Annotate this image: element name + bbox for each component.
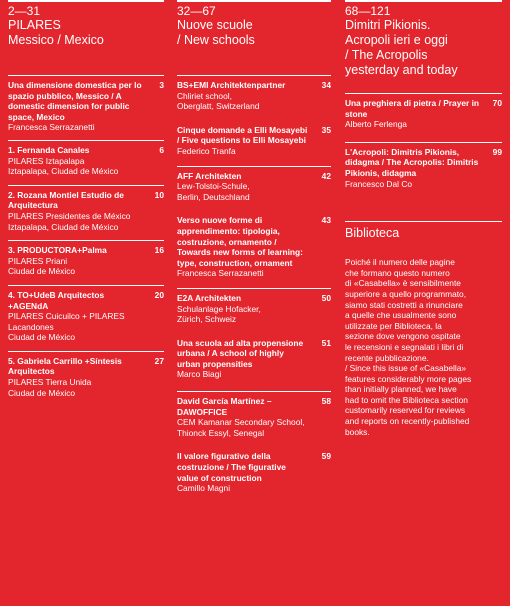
- biblioteca-text-line: books.: [345, 426, 370, 437]
- entry-detail: Lew-Tolstoi-Schule,: [177, 181, 250, 192]
- entry-title: David García Martínez – DAWOFFICE: [177, 396, 272, 417]
- entry-detail: Schulanlage Hofacker,: [177, 303, 261, 314]
- page-range: 2—31: [8, 4, 41, 18]
- toc-entry[interactable]: [177, 288, 331, 325]
- entry-author: Francesca Serrazanetti: [8, 122, 95, 133]
- toc-entry[interactable]: [177, 391, 331, 438]
- toc-entry[interactable]: [8, 240, 164, 277]
- section-pilares: [8, 0, 164, 398]
- biblioteca-text-line: had to omit the Biblioteca section: [345, 394, 468, 405]
- entry-page-number: 59: [321, 451, 331, 462]
- entry-detail: PILARES Presidentes de México: [8, 210, 131, 221]
- entry-title: Una dimensione domestica per lo spazio pubblico, Messico / A domestic dimension for public space, Mexico: [8, 80, 142, 122]
- section-pikionis: [345, 0, 502, 437]
- biblioteca-note: [345, 257, 502, 437]
- entry-page-number: 99: [492, 146, 502, 157]
- toc-entry[interactable]: [177, 447, 331, 493]
- biblioteca-text-line: customarily reserved for reviews: [345, 405, 466, 416]
- section-header: [345, 0, 502, 78]
- entry-detail: PILARES Cuicuilco + PILARES Lacandones: [8, 311, 125, 332]
- entry-author: Francesco Dal Co: [345, 178, 413, 189]
- section-title-line: / The Acropolis: [345, 48, 428, 62]
- entry-page-number: 51: [321, 337, 331, 348]
- biblioteca-text-line: siamo stati costretti a rinunciare: [345, 299, 463, 310]
- entry-page-number: 35: [321, 124, 331, 135]
- entry-author: Alberto Ferlenga: [345, 119, 407, 130]
- entry-page-number: 43: [321, 215, 331, 226]
- entry-title: Una preghiera di pietra / Prayer in stone: [345, 98, 480, 119]
- entry-detail: Zürich, Schweiz: [177, 314, 237, 325]
- entry-page-number: 20: [154, 289, 164, 300]
- toc-entry[interactable]: [177, 166, 331, 203]
- toc-entry[interactable]: [8, 75, 164, 133]
- entry-page-number: 70: [492, 98, 502, 108]
- biblioteca-text-line: superiore a quello programmato,: [345, 288, 467, 299]
- biblioteca-text-line: a quelle che usualmente sono: [345, 310, 457, 321]
- toc-entry[interactable]: [177, 334, 331, 380]
- toc-entry[interactable]: [177, 121, 331, 157]
- section-title-line: Nuove scuole: [177, 18, 253, 32]
- entry-author: Federico Tranfa: [177, 145, 236, 156]
- entry-page-number: 42: [321, 170, 331, 181]
- section-title-line: / New schools: [177, 33, 255, 47]
- entry-author: Francesca Serrazanetti: [177, 268, 264, 279]
- entry-detail: Berlin, Deutschland: [177, 191, 250, 202]
- section-new-schools: [177, 0, 331, 494]
- toc-entry[interactable]: [8, 351, 164, 398]
- entry-page-number: 10: [154, 189, 164, 200]
- biblioteca-text-line: le recensioni e segnalati i libri di: [345, 341, 464, 352]
- entry-page-number: 27: [154, 355, 164, 366]
- biblioteca-text-line: utilizzate per Biblioteca, la: [345, 320, 442, 331]
- entry-detail: Ciudad de México: [8, 332, 76, 343]
- section-header: [8, 0, 164, 48]
- page-range: 68—121: [345, 4, 391, 18]
- entry-title: 5. Gabriela Carrillo +Síntesis Arquitectos: [8, 355, 122, 377]
- entry-page-number: 34: [321, 80, 331, 90]
- entry-detail: CEM Kamanar Secondary School,: [177, 417, 305, 428]
- entry-title: L'Acropoli: Dimitris Pikionis, didagma / The Acropolis: Dimitris Pikionis, didagma: [345, 146, 479, 178]
- entry-title: 1. Fernanda Canales: [8, 144, 90, 155]
- biblioteca-text-line: di «Casabella» è sensibilmente: [345, 278, 461, 289]
- section-title-line: PILARES: [8, 18, 61, 32]
- biblioteca-text-line: che formano questo numero: [345, 267, 450, 278]
- entry-title: Una scuola ad alta propensione urbana / A school of highly urban propensities: [177, 337, 304, 369]
- section-title-line: Messico / Mexico: [8, 33, 104, 47]
- toc-entry[interactable]: [8, 285, 164, 343]
- toc-entry[interactable]: [8, 140, 164, 177]
- biblioteca-text-line: features considerably more pages: [345, 373, 472, 384]
- entry-detail: PILARES Priani: [8, 255, 68, 266]
- entry-detail: Thionck Essyl, Senegal: [177, 427, 265, 438]
- biblioteca-text-line: Poiché il numero delle pagine: [345, 257, 455, 268]
- section-title-line: Acropoli ieri e oggi: [345, 33, 448, 47]
- entry-title: Verso nuove forme di apprendimento: tipologia, costruzione, ornamento / Towards new forms of learning: type, construction, ornament: [177, 215, 303, 268]
- entry-page-number: 16: [154, 245, 164, 256]
- entry-title: Il valore figurativo della costruzione / The figurative value of construction: [177, 451, 286, 483]
- entry-title: 4. TO+UdeB Arquitectos +AGENdA: [8, 289, 105, 311]
- entry-title: E2A Architekten: [177, 292, 242, 303]
- entry-detail: Chliriet school,: [177, 90, 232, 101]
- biblioteca-section: [345, 221, 502, 437]
- entry-title: Cinque domande a Elli Mosayebi / Five questions to Elli Mosayebi: [177, 124, 308, 146]
- entry-author: Camillo Magni: [177, 483, 231, 494]
- entry-page-number: 6: [159, 144, 164, 155]
- biblioteca-text-line: than initially planned, we have: [345, 384, 457, 395]
- entry-title: BS+EMI Architektenpartner: [177, 80, 286, 90]
- section-title-line: Dimitri Pikionis.: [345, 18, 431, 32]
- entry-page-number: 58: [321, 396, 331, 407]
- toc-entry[interactable]: [177, 211, 331, 279]
- section-header: [177, 0, 331, 48]
- page-range: 32—67: [177, 4, 216, 18]
- biblioteca-text-line: sezione dove vengono ospitate: [345, 331, 461, 342]
- toc-entry[interactable]: [8, 185, 164, 232]
- biblioteca-text-line: and reports on recently-published: [345, 416, 470, 427]
- entry-title: AFF Architekten: [177, 170, 242, 181]
- entry-detail: Iztapalapa, Ciudad de México: [8, 221, 119, 232]
- entry-detail: Oberglatt, Switzerland: [177, 101, 260, 112]
- toc-entry[interactable]: [177, 75, 331, 112]
- toc-entry[interactable]: [345, 142, 502, 189]
- entry-author: Marco Biagi: [177, 369, 222, 380]
- biblioteca-text-line: recente pubblicazione.: [345, 352, 429, 363]
- entry-detail: Ciudad de México: [8, 266, 76, 277]
- entry-detail: PILARES Tierra Unida: [8, 377, 92, 388]
- entry-detail: PILARES Iztapalapa: [8, 155, 85, 166]
- entry-page-number: 50: [321, 292, 331, 303]
- toc-entry[interactable]: [345, 93, 502, 130]
- entry-detail: Ciudad de México: [8, 387, 76, 398]
- entry-page-number: 3: [159, 80, 164, 90]
- entry-title: 2. Rozana Montiel Estudio de Arquitectura: [8, 189, 124, 211]
- entry-title: 3. PRODUCTORA+Palma: [8, 245, 107, 256]
- section-title-line: yesterday and today: [345, 63, 458, 77]
- biblioteca-text-line: / Since this issue of «Casabella»: [345, 363, 467, 374]
- biblioteca-heading: Biblioteca: [345, 221, 502, 241]
- entry-detail: Iztapalapa, Ciudad de México: [8, 166, 119, 177]
